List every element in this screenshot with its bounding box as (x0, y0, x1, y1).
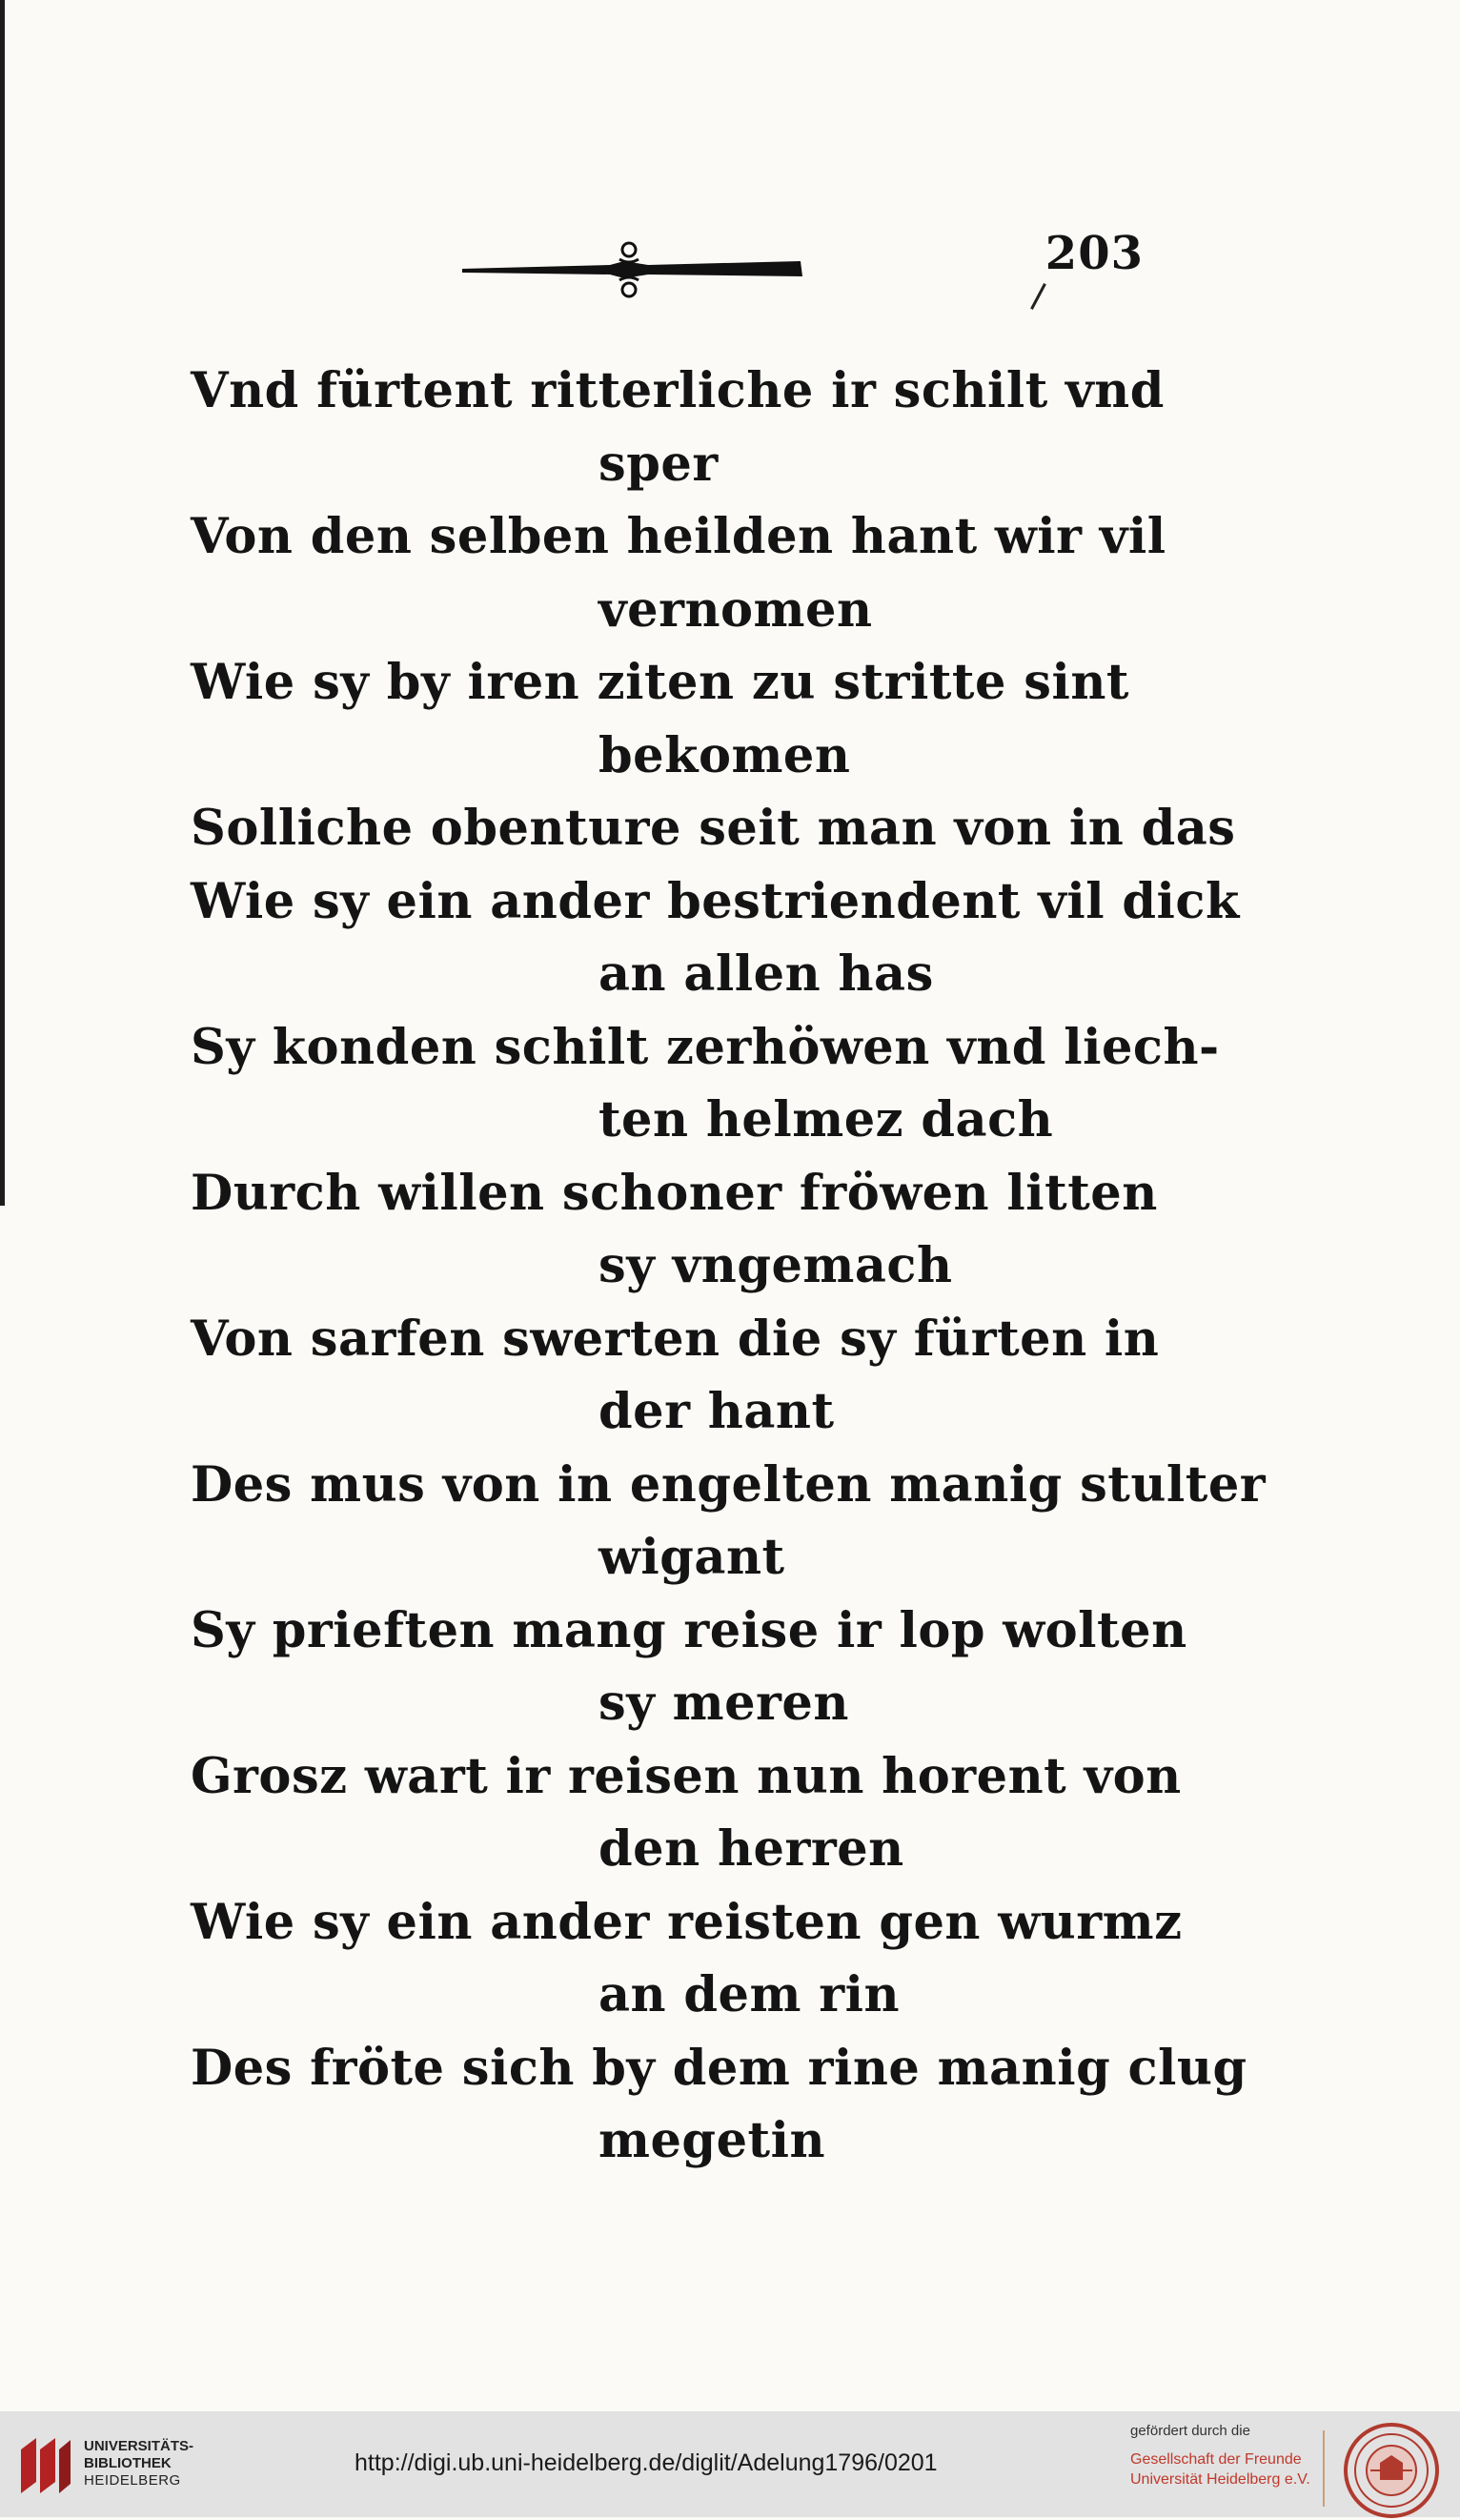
sponsor-divider (1323, 2430, 1325, 2507)
verse-line: Wie sy by iren ziten zu stritte sint (191, 654, 1129, 711)
university-seal-icon (1342, 2421, 1441, 2520)
verse-continuation: megetin (598, 2112, 826, 2169)
sponsor-name-line: Universität Heidelberg e.V. (1130, 2471, 1310, 2488)
verse-continuation: der hant (598, 1383, 835, 1440)
verse-line: Sy konden schilt zerhöwen vnd liech- (191, 1018, 1220, 1076)
page-number: 203 (1029, 227, 1144, 280)
library-name-line: UNIVERSITÄTS- (84, 2438, 194, 2454)
verse-continuation: sy vngemach (598, 1237, 953, 1294)
verse-line: Wie sy ein ander reisten gen wurmz (191, 1893, 1183, 1951)
verse-line: Solliche obenture seit man von in das (191, 800, 1236, 857)
verse-continuation: den herren (598, 1820, 904, 1878)
verse-line: Wie sy ein ander bestriendent vil dick (191, 872, 1240, 930)
verse-continuation: an allen has (598, 945, 934, 1003)
permalink-url[interactable]: http://digi.ub.uni-heidelberg.de/diglit/Adelung1796/0201 (355, 2449, 938, 2476)
verse-line: Durch willen schoner fröwen litten (191, 1164, 1158, 1222)
verse-line: Von den selben heilden hant wir vil (191, 508, 1166, 565)
verse-line: Des fröte sich by dem rine manig clug (191, 2039, 1247, 2097)
verse-continuation: sper (598, 435, 719, 493)
verse-continuation: an dem rin (598, 1966, 901, 2023)
library-name-line: HEIDELBERG (84, 2472, 181, 2489)
library-logo-icon (15, 2430, 76, 2499)
sponsor-prefix: gefördert durch die (1130, 2423, 1250, 2439)
sponsor-name-line: Gesellschaft der Freunde (1130, 2451, 1302, 2468)
verse-continuation: sy meren (598, 1675, 849, 1732)
library-name (84, 2438, 193, 2490)
sponsor-name (1130, 2449, 1310, 2490)
verse-line: Des mus von in engelten manig stulter (191, 1455, 1267, 1514)
footer-bar (0, 2411, 1460, 2517)
verse-line: Grosz wart ir reisen nun horent von (191, 1747, 1182, 1805)
verse-line: Vnd fürtent ritterliche ir schilt vnd (191, 362, 1165, 419)
verse-continuation: vernomen (598, 580, 873, 639)
library-name-line: BIBLIOTHEK (84, 2455, 172, 2471)
verse-continuation: wigant (598, 1529, 785, 1586)
ornament-divider (457, 236, 810, 303)
verse-line: Sy prieften mang reise ir lop wolten (191, 1601, 1187, 1659)
verse-continuation: ten helmez dach (598, 1091, 1054, 1148)
verse-continuation: bekomen (598, 726, 851, 784)
verse-line: Von sarfen swerten die sy fürten in (191, 1310, 1160, 1368)
